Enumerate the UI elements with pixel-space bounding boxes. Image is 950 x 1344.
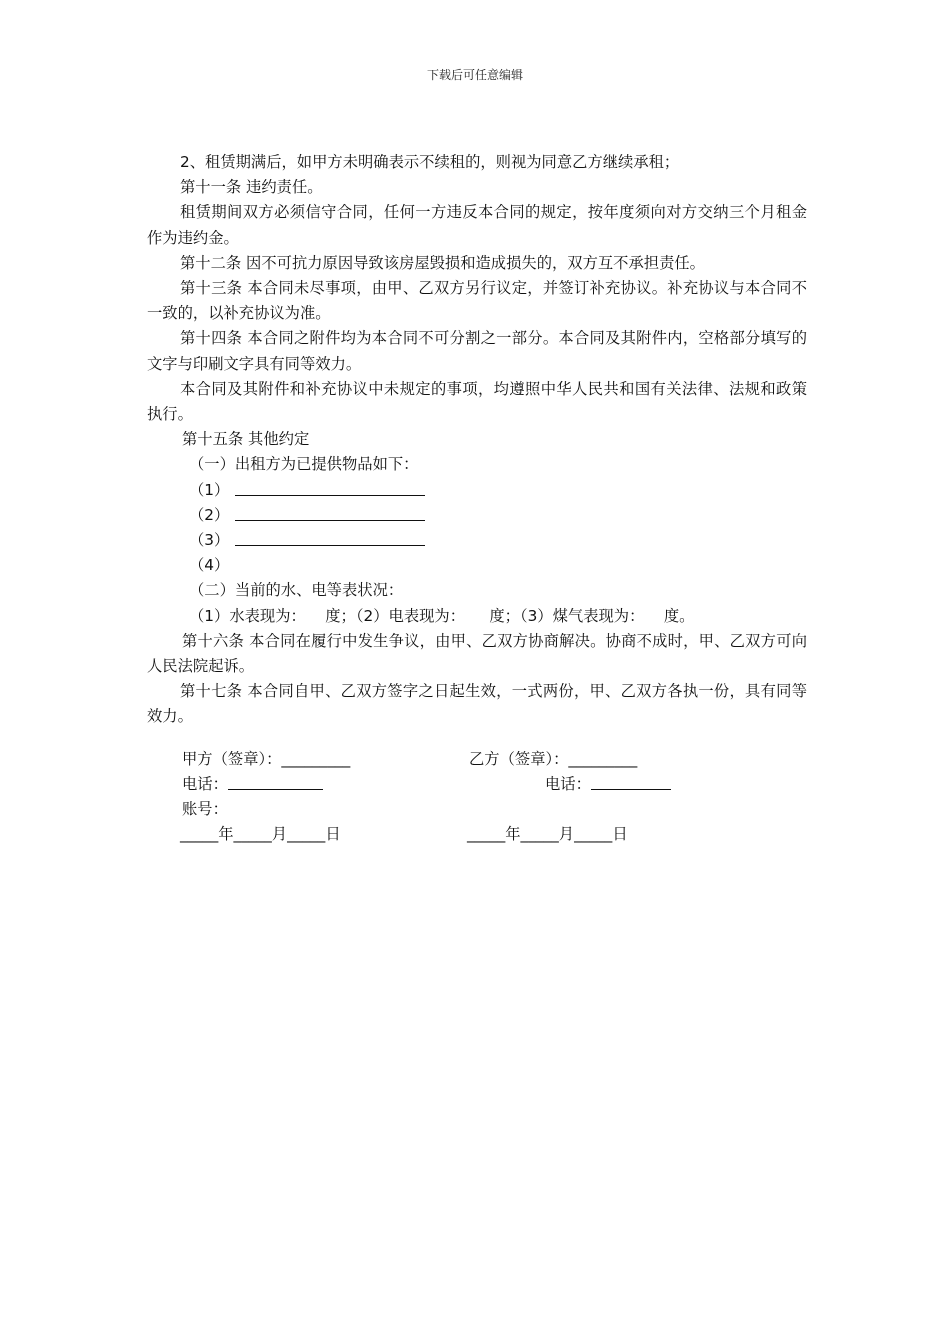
party-a-phone-label: 电话： (182, 775, 228, 793)
article-11-title: 第十一条 违约责任。 (180, 178, 323, 197)
party-b-date: _____年_____月_____日 (467, 825, 628, 843)
item-3-blank[interactable] (235, 531, 425, 546)
item-2 (147, 503, 807, 528)
article-17: 第十七条 本合同自甲、乙双方签字之日起生效，一式两份，甲、乙双方各执一份，具有同等效力。 (147, 682, 807, 726)
article-15-title: 第十五条 其他约定 (182, 430, 310, 449)
law-clause: 本合同及其附件和补充协议中未规定的事项，均遵照中华人民共和国有关法律、法规和政策执行。 (147, 379, 807, 424)
item-2-blank[interactable] (235, 506, 425, 521)
party-a-signature: 甲方（签章）：_________ (182, 750, 351, 768)
item-3 (147, 528, 807, 553)
item-1-blank[interactable] (235, 481, 425, 496)
contract-body (147, 150, 807, 730)
page-header-note: 下载后可任意编辑 (426, 68, 523, 82)
item-2-label: （2） (189, 505, 230, 524)
party-b-phone-blank[interactable] (591, 775, 671, 790)
item-1 (147, 478, 807, 503)
meters-line: （1）水表现为： 度；（2）电表现为： 度；（3）煤气表现为： 度。 (189, 606, 695, 625)
article-11-text: 租赁期间双方必须信守合同，任何一方违反本合同的规定，按年度须向对方交纳三个月租金作为违约金。 (147, 203, 807, 247)
article-12: 第十二条 因不可抗力原因导致该房屋毁损和造成损失的，双方互不承担责任。 (180, 253, 705, 272)
item-4: （4） (189, 556, 230, 575)
party-b-phone (545, 772, 671, 797)
article-13: 第十三条 本合同未尽事项，由甲、乙双方另行议定，并签订补充协议。补充协议与本合同不一致的，以补充协议为准。 (147, 279, 807, 323)
items-title: （一）出租方为已提供物品如下： (189, 455, 419, 474)
article-14: 第十四条 本合同之附件均为本合同不可分割之一部分。本合同及其附件内，空格部分填写的文字与印刷文字具有同等效力。 (147, 329, 807, 373)
item-3-label: （3） (189, 531, 230, 550)
article-16: 第十六条 本合同在履行中发生争议，由甲、乙双方协商解决。协商不成时，甲、乙双方可向人民法院起诉。 (147, 631, 807, 676)
meters-title: （二）当前的水、电等表状况： (189, 581, 404, 600)
party-b-signature: 乙方（签章）：_________ (469, 750, 638, 768)
party-a-phone (182, 772, 323, 797)
party-a-account: 账号： (182, 800, 228, 818)
party-a-date: _____年_____月_____日 (180, 825, 341, 843)
renewal-clause: 2、租赁期满后，如甲方未明确表示不续租的，则视为同意乙方继续承租； (180, 153, 680, 171)
party-a-phone-blank[interactable] (228, 775, 323, 790)
item-1-label: （1） (189, 480, 230, 499)
party-b-phone-label: 电话： (545, 775, 591, 793)
